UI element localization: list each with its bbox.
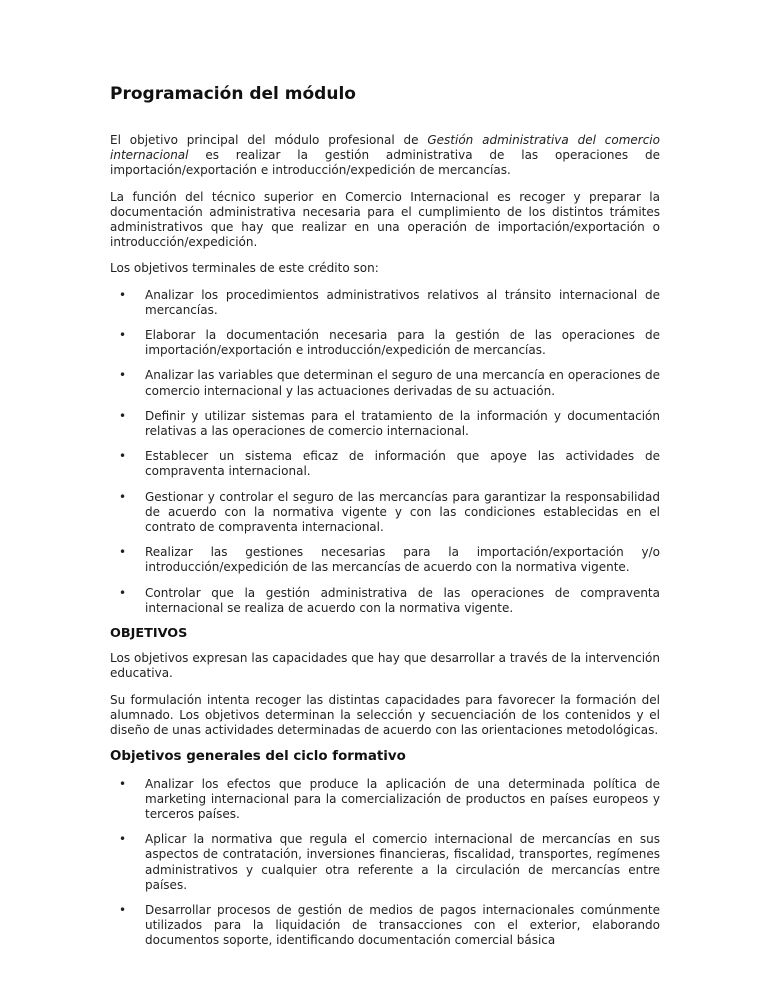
intro-p1-text-before: El objetivo principal del módulo profesional de [110, 133, 428, 147]
list-item [110, 368, 660, 398]
list-item [110, 777, 660, 823]
bullet-icon: • [119, 902, 127, 917]
objetivos-paragraph-1: Los objetivos expresan las capacidades que hay que desarrollar a través de la intervención educativa. [110, 651, 660, 681]
list-item-text: Gestionar y controlar el seguro de las mercancías para garantizar la responsabilidad de acuerdo con la normativa vigente y con las condiciones establecidas en el contrato de compraventa internacional. [145, 489, 660, 535]
list-item [110, 409, 660, 439]
list-item-text: Analizar las variables que determinan el seguro de una mercancía en operaciones de comercio internacional y las actuaciones derivadas de su actuación. [145, 368, 660, 398]
list-item [110, 490, 660, 536]
bullet-icon: • [119, 287, 127, 302]
bullet-icon: • [119, 489, 127, 504]
intro-paragraph-3: Los objetivos terminales de este crédito son: [110, 261, 379, 276]
list-item [110, 832, 660, 893]
intro-p1-text-after: es realizar la gestión administrativa de las operaciones de importación/exportación e introducción/expedición de mercancías. [110, 148, 660, 178]
module-name-italic: Gestión administrativa del comercio internacional [110, 133, 660, 163]
bullet-icon: • [119, 328, 127, 343]
list-item [110, 903, 660, 949]
bullet-icon: • [119, 776, 127, 791]
section-heading-objetivos: OBJETIVOS [110, 626, 188, 642]
objetivos-paragraph-2: Su formulación intenta recoger las distintas capacidades para favorecer la formación del alumnado. Los objetivos determinan la selección y secuenciación de los contenidos y el diseño de unas actividades determinadas de acuerdo con las orientaciones metodológicas. [110, 692, 660, 738]
list-item-text: Analizar los procedimientos administrativos relativos al tránsito internacional de mercancías. [145, 287, 660, 317]
intro-paragraph-1 [110, 133, 660, 179]
list-item-text: Definir y utilizar sistemas para el tratamiento de la información y documentación relativas a las operaciones de comercio internacional. [145, 408, 660, 439]
list-item-text: Realizar las gestiones necesarias para la importación/exportación y/o introducción/expedición de las mercancías de acuerdo con la normativa vigente. [145, 545, 660, 575]
page-title: Programación del módulo [110, 84, 356, 104]
bullet-icon: • [119, 545, 127, 560]
list-item-text: Analizar los efectos que produce la aplicación de una determinada política de marketing internacional para la comercialización de productos en países europeos y terceros países. [145, 776, 660, 821]
list-item-text: Elaborar la documentación necesaria para la gestión de las operaciones de importación/exportación e introducción/expedición de mercancías. [145, 328, 660, 358]
credit-objectives-list [110, 288, 660, 616]
list-item-text: Controlar que la gestión administrativa de las operaciones de compraventa internacional se realiza de acuerdo con la normativa vigente. [145, 585, 660, 615]
intro-paragraph-2: La función del técnico superior en Comercio Internacional es recoger y preparar la documentación administrativa necesaria para el cumplimiento de los distintos trámites administrativos que hay que realizar en una operación de importación/exportación o introducción/expedición. [110, 189, 660, 250]
list-item-text: Establecer un sistema eficaz de información que apoye las actividades de compraventa internacional. [145, 449, 660, 479]
list-item [110, 328, 660, 358]
list-item [110, 288, 660, 318]
general-objectives-list [110, 777, 660, 949]
list-item [110, 449, 660, 479]
bullet-icon: • [119, 585, 127, 600]
list-item-text: Aplicar la normativa que regula el comercio internacional de mercancías en sus aspectos de contratación, inversiones financieras, fiscalidad, transportes, regímenes administrativos y cualquier otra referente a la circulación de mercancías entre países. [145, 832, 660, 892]
bullet-icon: • [119, 832, 127, 847]
bullet-icon: • [119, 368, 127, 383]
list-item [110, 545, 660, 575]
section-heading-objetivos-generales: Objetivos generales del ciclo formativo [110, 749, 406, 765]
list-item-text: Desarrollar procesos de gestión de medios de pagos internacionales comúnmente utilizados para la liquidación de transacciones con el exterior, elaborando documentos soporte, identificando documentación comercial básica [145, 902, 660, 948]
list-item [110, 586, 660, 616]
bullet-icon: • [119, 408, 127, 423]
bullet-icon: • [119, 449, 127, 464]
